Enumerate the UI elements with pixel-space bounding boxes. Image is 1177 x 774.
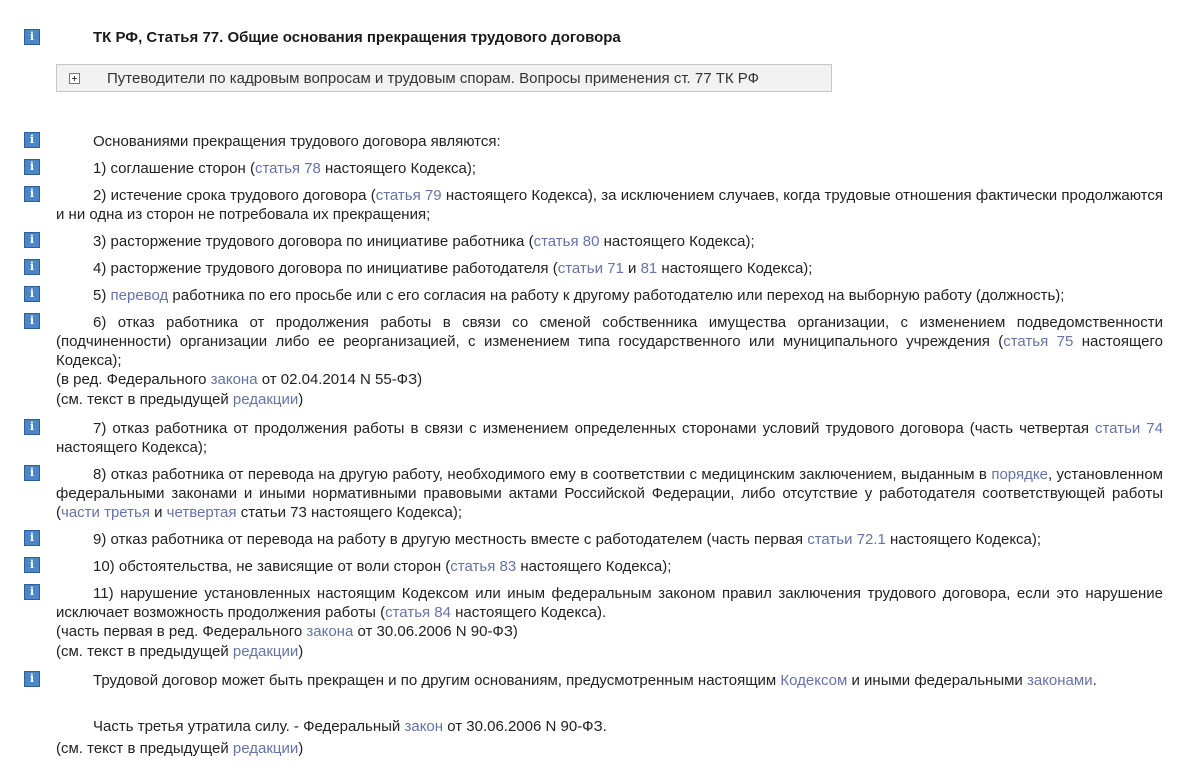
- info-icon[interactable]: i: [24, 465, 40, 481]
- previous-edition-note: (см. текст в предыдущей редакции): [56, 740, 304, 757]
- info-icon[interactable]: i: [24, 232, 40, 248]
- link-previous-edition[interactable]: редакции: [232, 391, 299, 408]
- paragraph-item-1: 1) соглашение сторон (статья 78 настоящего Кодекса);: [93, 160, 477, 177]
- link-law[interactable]: закона: [210, 371, 258, 388]
- paragraph-intro: Основаниями прекращения трудового договора являются:: [93, 133, 501, 150]
- info-icon[interactable]: i: [24, 159, 40, 175]
- link-article-71[interactable]: статьи 71: [557, 260, 624, 277]
- paragraph-item-6: 6) отказ работника от продолжения работы в связи со сменой собственника имущества организации, с изменением подведомственности (подчиненности) организации либо ее реорганизацией, с изменением типа государственного или муниципального учреждения (статья 75 настоящего Кодекса);: [56, 314, 1164, 369]
- link-part-four[interactable]: четвертая: [166, 504, 237, 521]
- link-article-84[interactable]: статья 84: [385, 604, 451, 621]
- link-article-72-1[interactable]: статьи 72.1: [807, 531, 886, 548]
- info-icon[interactable]: i: [24, 286, 40, 302]
- info-icon[interactable]: i: [24, 557, 40, 573]
- link-law[interactable]: закон: [404, 718, 444, 735]
- link-article-83[interactable]: статья 83: [450, 558, 517, 575]
- article-title: ТК РФ, Статья 77. Общие основания прекращения трудового договора: [93, 29, 621, 46]
- amendment-note: (часть первая в ред. Федерального закона от 30.06.2006 N 90-ФЗ): [56, 623, 518, 640]
- link-article-74[interactable]: статьи 74: [1094, 420, 1163, 437]
- link-previous-edition[interactable]: редакции: [232, 740, 299, 757]
- paragraph-part-three-repealed: Часть третья утратила силу. - Федеральный закон от 30.06.2006 N 90-ФЗ.: [93, 718, 607, 735]
- link-article-79[interactable]: статья 79: [375, 187, 442, 204]
- paragraph-other-grounds: Трудовой договор может быть прекращен и по другим основаниям, предусмотренным настоящим Кодексом и иными федеральными законами.: [93, 672, 1097, 689]
- link-article-81[interactable]: 81: [640, 260, 658, 277]
- guides-panel[interactable]: [56, 64, 832, 92]
- link-part-three[interactable]: части третья: [61, 504, 150, 521]
- info-icon[interactable]: i: [24, 29, 40, 45]
- info-icon[interactable]: i: [24, 584, 40, 600]
- paragraph-item-4: 4) расторжение трудового договора по инициативе работодателя (статьи 71 и 81 настоящего Кодекса);: [93, 260, 813, 277]
- link-article-80[interactable]: статья 80: [533, 233, 600, 250]
- expand-plus-icon[interactable]: [69, 73, 80, 84]
- link-previous-edition[interactable]: редакции: [232, 643, 299, 660]
- paragraph-item-8: 8) отказ работника от перевода на другую работу, необходимого ему в соответствии с медицинским заключением, выданным в порядке, установленном федеральными законами и иными нормативными правовыми актами Российской Федерации, либо отсутствие у работодателя соответствующей работы (части третья и четвертая статьи 73 настоящего Кодекса);: [56, 466, 1163, 521]
- previous-edition-note: (см. текст в предыдущей редакции): [56, 391, 304, 408]
- paragraph-item-11: 11) нарушение установленных настоящим Кодексом или иным федеральным законом правил заключения трудового договора, если это нарушение исключает возможность продолжения работы (статья 84 настоящего Кодекса).: [56, 585, 1163, 621]
- link-article-78[interactable]: статья 78: [254, 160, 321, 177]
- link-article-75[interactable]: статья 75: [1003, 333, 1074, 350]
- link-code[interactable]: Кодексом: [780, 672, 848, 689]
- info-icon[interactable]: i: [24, 186, 40, 202]
- info-icon[interactable]: i: [24, 419, 40, 435]
- paragraph-item-9: 9) отказ работника от перевода на работу в другую местность вместе с работодателем (часть первая статьи 72.1 настоящего Кодекса);: [93, 531, 1042, 548]
- link-transfer[interactable]: перевод: [110, 287, 169, 304]
- paragraph-item-5: 5) перевод работника по его просьбе или с его согласия на работу к другому работодателю или переход на выборную работу (должность);: [93, 287, 1065, 304]
- link-law[interactable]: закона: [306, 623, 354, 640]
- info-icon[interactable]: i: [24, 313, 40, 329]
- paragraph-item-10: 10) обстоятельства, не зависящие от воли сторон (статья 83 настоящего Кодекса);: [93, 558, 672, 575]
- paragraph-item-2: 2) истечение срока трудового договора (статья 79 настоящего Кодекса), за исключением случаев, когда трудовые отношения фактически продолжаются и ни одна из сторон не потребовала их прекращения;: [56, 187, 1163, 223]
- info-icon[interactable]: i: [24, 530, 40, 546]
- amendment-note: (в ред. Федерального закона от 02.04.2014 N 55-ФЗ): [56, 371, 423, 388]
- link-procedure[interactable]: порядке: [991, 466, 1048, 483]
- link-laws[interactable]: законами: [1026, 672, 1093, 689]
- paragraph-item-7: 7) отказ работника от продолжения работы в связи с изменением определенных сторонами условий трудового договора (часть четвертая статьи 74 настоящего Кодекса);: [56, 420, 1163, 456]
- paragraph-item-3: 3) расторжение трудового договора по инициативе работника (статья 80 настоящего Кодекса);: [93, 233, 755, 250]
- previous-edition-note: (см. текст в предыдущей редакции): [56, 643, 304, 660]
- info-icon[interactable]: i: [24, 132, 40, 148]
- info-icon[interactable]: i: [24, 671, 40, 687]
- guides-link-text[interactable]: Путеводители по кадровым вопросам и трудовым спорам. Вопросы применения ст. 77 ТК РФ: [107, 70, 760, 87]
- info-icon[interactable]: i: [24, 259, 40, 275]
